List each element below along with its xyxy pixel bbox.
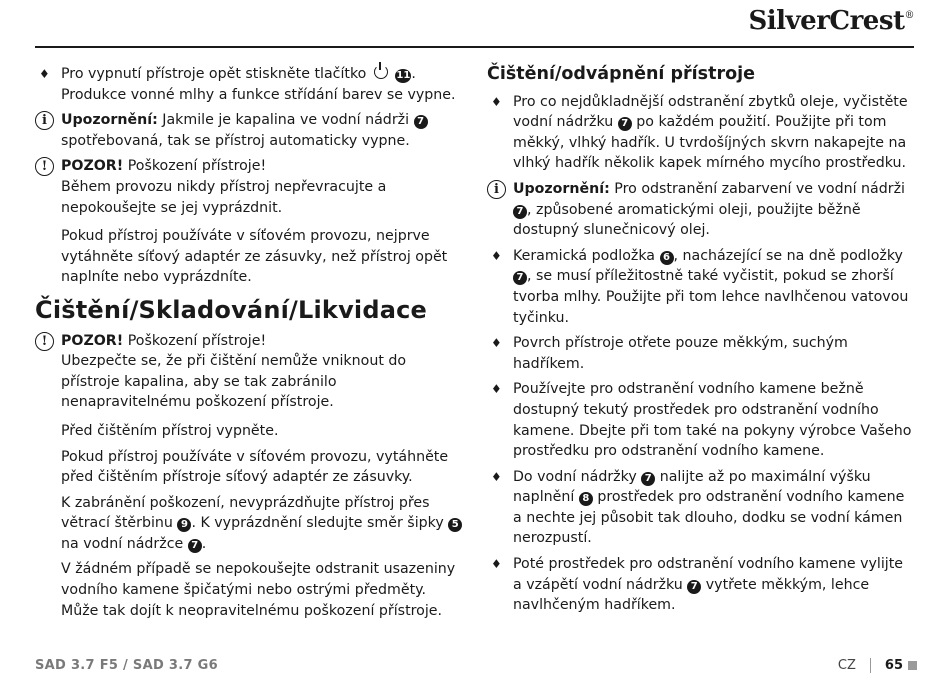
ref-7: 7 bbox=[641, 472, 655, 486]
footer-model: SAD 3.7 F5 / SAD 3.7 G6 bbox=[35, 658, 218, 673]
diamond-bullet-icon: ♦ bbox=[491, 469, 502, 484]
diamond-bullet-icon: ♦ bbox=[491, 557, 502, 572]
ref-11: 11 bbox=[396, 70, 411, 81]
paragraph: Pokud přístroj používáte v síťovém provozu, nejprve vytáhněte síťový adaptér ze zásuvky, než přístroj opět naplníte nebo vyprázdníte. bbox=[61, 228, 448, 286]
note-block: i Upozornění: Pro odstranění zabarvení ve vodní nádrži 7 , způsobené aromatickými oleji, použijte běžně dostupný slunečnicový olej. bbox=[487, 179, 915, 241]
right-column bbox=[487, 64, 915, 621]
brand-logo: SilverCrest® bbox=[748, 6, 914, 36]
ref-5: 5 bbox=[448, 518, 462, 532]
info-icon: i bbox=[35, 111, 54, 130]
section-heading: Čištění/Skladování/Likvidace bbox=[35, 295, 428, 324]
ref-7: 7 bbox=[687, 580, 701, 594]
list-item: ♦ Pro co nejdůkladnější odstranění zbytků oleje, vyčistěte vodní nádržku 7 po každém použití. Použijte při tom měkký, vlhký hadřík. U tvrdošíjných skvrn nakapejte na vlhký hadřík několik kapek mírného mycího prostředku. bbox=[487, 92, 915, 174]
header-rule bbox=[35, 46, 914, 48]
diamond-bullet-icon: ♦ bbox=[491, 94, 502, 109]
warning-label: POZOR! bbox=[61, 158, 124, 175]
power-icon bbox=[374, 65, 388, 79]
warning-block: ! POZOR! Poškození přístroje! Ubezpečte se, že při čištění nemůže vniknout do přístroje kapalina, aby se tak zabránilo nenapravitelnému poškození přístroje. bbox=[35, 331, 467, 413]
diamond-bullet-icon: ♦ bbox=[491, 382, 502, 397]
info-icon: i bbox=[487, 180, 506, 199]
ref-8: 8 bbox=[579, 492, 593, 506]
ref-7: 7 bbox=[513, 205, 527, 219]
paragraph: K zabránění poškození, nevyprázdňujte přístroj přes větrací štěrbinu 9 . K vyprázdnění sledujte směr šipky 5 na vodní nádržce 7 . bbox=[35, 493, 467, 555]
warning-block: ! POZOR! Poškození přístroje! Během provozu nikdy přístroj nepřevracujte a nepokoušejte se jej vyprázdnit. bbox=[35, 156, 467, 218]
note-label: Upozornění: bbox=[513, 180, 610, 197]
note-label: Upozornění: bbox=[61, 112, 158, 129]
page-number: 65 bbox=[884, 658, 903, 673]
warning-icon: ! bbox=[35, 332, 54, 351]
list-item: ♦ Povrch přístroje otřete pouze měkkým, suchým hadříkem. bbox=[487, 333, 915, 374]
ref-7: 7 bbox=[414, 115, 428, 129]
paragraph: Pokud přístroj používáte v síťovém provozu, vytáhněte před čištěním přístroje síťový adaptér ze zásuvky. bbox=[61, 448, 449, 486]
warning-icon: ! bbox=[35, 157, 54, 176]
list-item: ♦ Používejte pro odstranění vodního kamene bežně dostupný tekutý prostředek pro odstranění vodního kamene. Dbejte při tom také na pokyny výrobce Vašeho prostředku pro odstranění vodního kamene. bbox=[487, 379, 915, 461]
diamond-bullet-icon: ♦ bbox=[39, 67, 50, 81]
list-item: ♦ Keramická podložka 6 , nacházející se na dně podložky 7 , se musí příležitostně také vyčistit, pokud se zhorší tvorba mlhy. Použijte při tom lehce navlhčenou vatovou tyčinku. bbox=[487, 246, 915, 328]
note-block: i Upozornění: Jakmile je kapalina ve vodní nádrži 7 spotřebovaná, tak se přístroj automaticky vypne. bbox=[35, 110, 467, 151]
ref-7: 7 bbox=[188, 539, 202, 553]
ref-7: 7 bbox=[618, 117, 632, 131]
subsection-heading: Čištění/odvápnění přístroje bbox=[487, 64, 755, 84]
ref-7: 7 bbox=[513, 271, 527, 285]
list-item: ♦ Poté prostředek pro odstranění vodního kamene vylijte a vzápětí vodní nádržku 7 vytřete měkkým, lehce navlhčeným hadříkem. bbox=[487, 554, 915, 616]
paragraph: V žádném případě se nepokoušejte odstranit usazeniny vodního kamene špičatými nebo ostrými předměty. Může tak dojít k neopravitelnému poškození přístroje. bbox=[61, 561, 456, 619]
square-icon bbox=[908, 661, 917, 670]
diamond-bullet-icon: ♦ bbox=[491, 336, 502, 351]
paragraph: Před čištěním přístroj vypněte. bbox=[61, 422, 279, 439]
diamond-bullet-icon: ♦ bbox=[491, 248, 502, 263]
left-column bbox=[35, 64, 467, 626]
ref-6: 6 bbox=[660, 251, 674, 265]
warning-label: POZOR! bbox=[61, 332, 124, 349]
list-item: ♦ Do vodní nádržky 7 nalijte až po maximální výšku naplnění 8 prostředek pro odstranění vodního kamene a nechte jej působit tak dlouho, dodku se vodní kámen nerozpustí. bbox=[487, 467, 915, 549]
footer-language: CZ bbox=[838, 658, 871, 673]
footer-page-info bbox=[838, 658, 917, 673]
ref-9: 9 bbox=[177, 518, 191, 532]
list-item: ♦ Pro vypnutí přístroje opět stiskněte tlačítko 11. Produkce vonné mlhy a funkce střídání barev se vypne. bbox=[35, 64, 467, 105]
